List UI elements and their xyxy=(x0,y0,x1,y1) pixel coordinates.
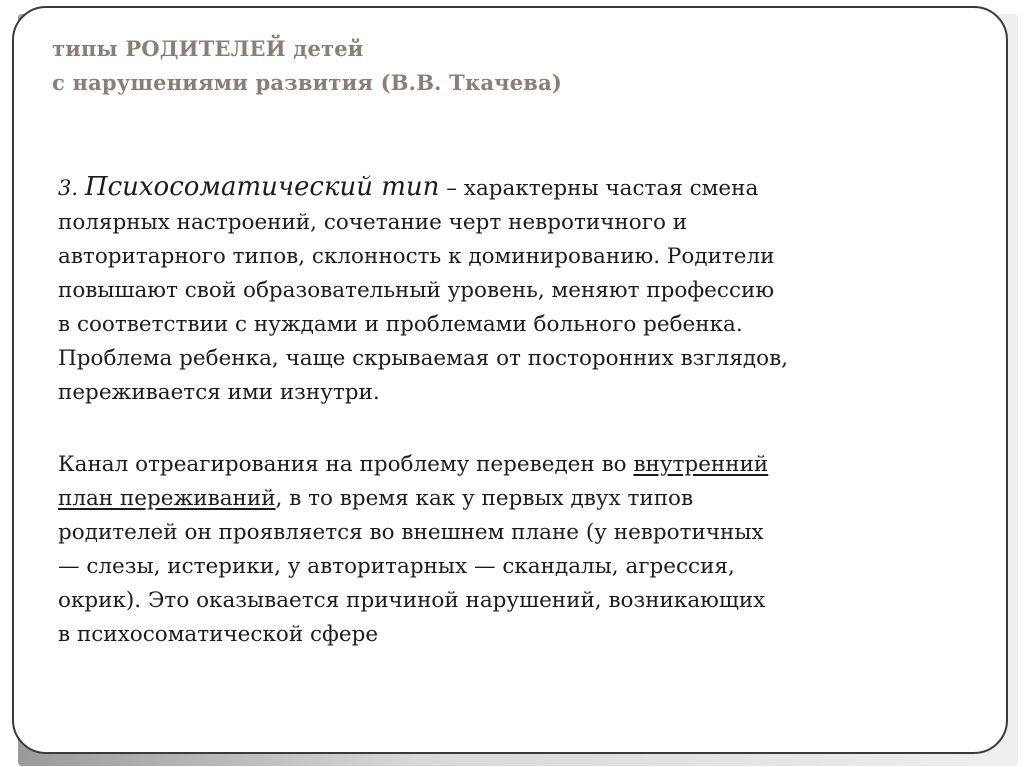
p2-line-2-suffix: , в то время как у первых двух типов xyxy=(275,486,694,511)
item-number: 3. xyxy=(58,176,79,200)
p1-line-4: повышают свой образовательный уровень, меняют профессию xyxy=(58,278,775,303)
p2-line-5: окрик). Это оказывается причиной нарушений, возникающих xyxy=(58,588,766,613)
title-line-2: с нарушениями развития (В.В. Ткачева) xyxy=(52,70,563,95)
type-term: Психосоматический тип xyxy=(84,172,440,202)
p2-line-3: родителей он проявляется во внешнем плане (у невротичных xyxy=(58,520,764,545)
paragraph-reaction-channel xyxy=(58,448,898,652)
p2-underlined-inner: внутренний xyxy=(633,452,769,477)
p1-line-7: переживается ими изнутри. xyxy=(58,380,380,405)
p2-underlined-plan: план переживаний xyxy=(58,486,276,511)
p2-line-4: — слезы, истерики, у авторитарных — скандалы, агрессия, xyxy=(58,554,735,579)
p1-line-1: – характерны частая смена xyxy=(439,176,759,201)
slide-body xyxy=(58,170,898,652)
p1-line-3: авторитарного типов, склонность к доминированию. Родители xyxy=(58,244,775,269)
p1-line-2: полярных настроений, сочетание черт невротичного и xyxy=(58,210,688,235)
paragraph-psychosomatic-type xyxy=(58,170,898,410)
p2-line-6: в психосоматической сфере xyxy=(58,622,379,647)
p1-line-6: Проблема ребенка, чаще скрываемая от посторонних взглядов, xyxy=(58,346,789,371)
p1-line-5: в соответствии с нуждами и проблемами больного ребенка. xyxy=(58,312,743,337)
title-line-1: типы РОДИТЕЛЕЙ детей xyxy=(52,36,364,61)
p2-line-1-prefix: Канал отреагирования на проблему переведен во xyxy=(58,452,634,477)
slide-title xyxy=(52,32,562,100)
